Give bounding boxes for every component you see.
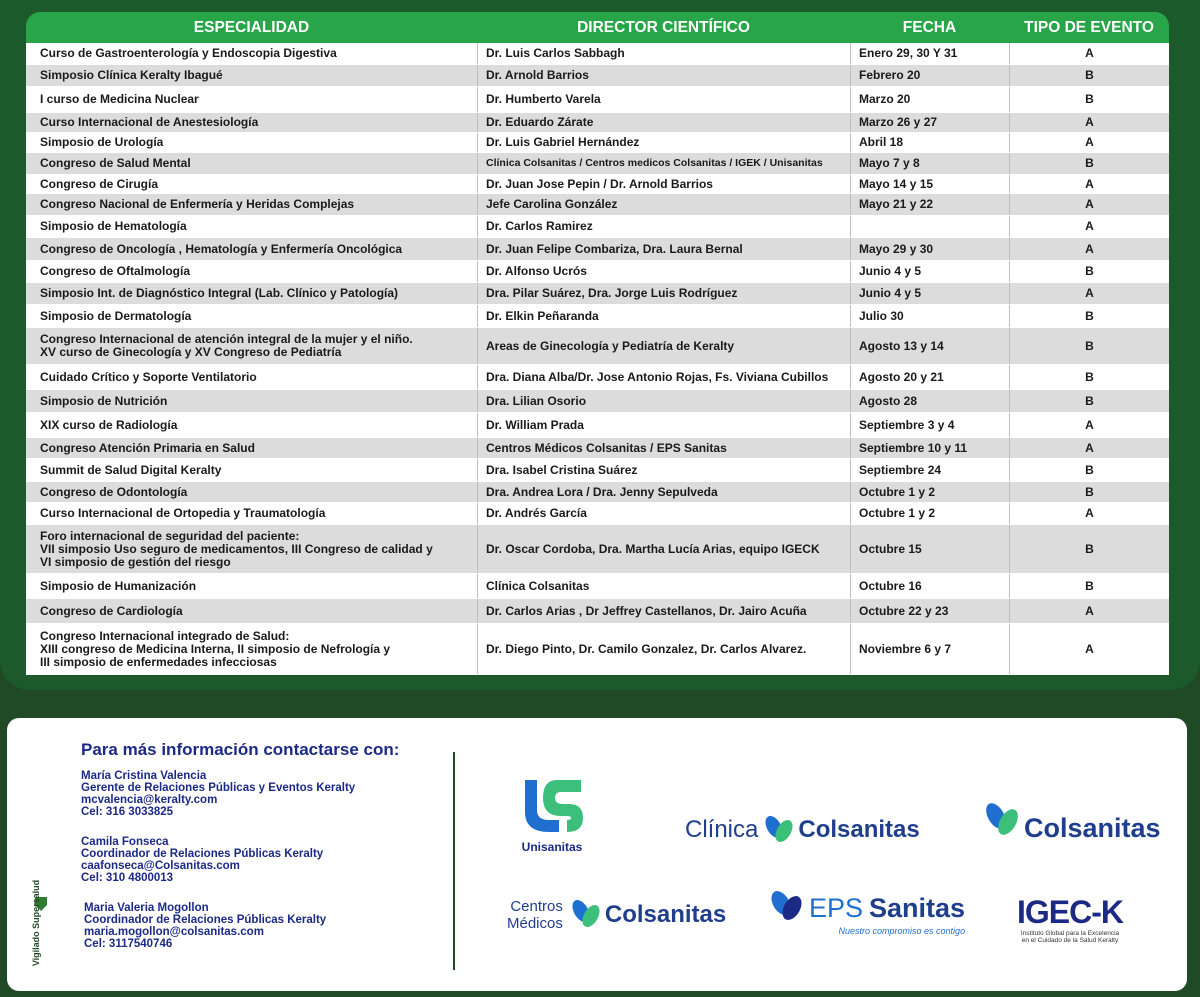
cell-especialidad: Congreso Atención Primaria en Salud [40,440,255,455]
cell-tipo: B [1009,261,1169,282]
colsanitas-leaf-icon [569,896,603,934]
sanitas-label: Sanitas [869,892,966,923]
cell-director: Dr. Arnold Barrios [477,65,850,86]
cell-tipo: B [1009,525,1169,573]
cell-especialidad: Foro internacional de seguridad del paciente: VII simposio Uso seguro de medicamentos, III Congreso de calidad y VI simposio de gestión del riesgo [40,528,433,569]
contact-person [81,770,399,818]
cell-tipo: A [1009,133,1169,152]
cell-director: Dra. Andrea Lora / Dra. Jenny Sepulveda [477,482,850,502]
cell-especialidad: Congreso de Oftalmología [40,264,191,278]
cell-director: Dr. Humberto Varela [477,87,850,112]
cell-especialidad: Congreso de Cirugía [40,176,159,191]
colsanitas-leaf-icon [762,813,796,847]
colsanitas-label: Colsanitas [798,816,920,843]
cell-director: Centros Médicos Colsanitas / EPS Sanitas [477,438,850,458]
centros-medicos-label [507,898,563,932]
cell-especialidad: Simposio de Hematología [40,219,187,233]
cell-especialidad: Simposio de Nutrición [40,393,168,408]
cell-especialidad: Summit de Salud Digital Keralty [40,462,222,477]
table-row [26,43,1169,65]
cell-fecha: Agosto 20 y 21 [850,365,1009,389]
cell-especialidad: Curso Internacional de Ortopedia y Traumatología [40,506,326,520]
cell-especialidad: Congreso Internacional integrado de Salud: XIII congreso de Medicina Interna, II simposio de Nefrología y III simposio de enfermedades infecciosas [40,628,391,669]
cell-especialidad: Simposio de Humanización [40,578,197,593]
eps-label: EPS [809,892,864,923]
clinica-colsanitas-logo [685,813,920,847]
table-row [26,194,1169,216]
cell-especialidad: Congreso de Salud Mental [40,156,191,170]
cell-especialidad: XIX curso de Radiología [40,417,178,432]
table-row [26,113,1169,133]
table-row [26,261,1169,283]
cell-especialidad: Simposio Clínica Keralty Ibagué [40,68,223,82]
table-row [26,390,1169,413]
cell-fecha: Octubre 22 y 23 [850,599,1009,623]
header-tipo: TIPO DE EVENTO [1024,18,1154,36]
cell-tipo: A [1009,113,1169,132]
table-header [26,12,1169,43]
header-fecha: FECHA [902,18,957,36]
person-email[interactable]: maria.mogollon@colsanitas.com [84,926,264,938]
cell-director: Dr. Luis Carlos Sabbagh [477,43,850,64]
cell-especialidad: Congreso Internacional de atención integral de la mujer y el niño. XV curso de Ginecología y XV Congreso de Pediatría [40,332,413,359]
cell-fecha: Abril 18 [850,133,1009,152]
cell-tipo: A [1009,599,1169,623]
cell-tipo: B [1009,87,1169,112]
person-name: María Cristina Valencia [81,770,207,782]
cell-fecha: Marzo 26 y 27 [850,113,1009,132]
cell-director: Dr. Juan Jose Pepin / Dr. Arnold Barrios [477,175,850,193]
cell-fecha: Octubre 1 y 2 [850,482,1009,502]
cell-tipo: B [1009,328,1169,364]
cell-fecha: Mayo 14 y 15 [850,175,1009,193]
cell-fecha: Febrero 20 [850,65,1009,86]
person-phone: Cel: 3117540746 [84,938,173,950]
table-row [26,216,1169,238]
cell-director: Dr. Andrés García [477,503,850,524]
cell-especialidad: Simposio Int. de Diagnóstico Integral (Lab. Clínico y Patología) [40,286,399,300]
cell-director: Dra. Lilian Osorio [477,390,850,412]
table-row [26,482,1169,503]
cell-tipo: A [1009,175,1169,193]
cell-fecha: Octubre 15 [850,525,1009,573]
cell-especialidad: I curso de Medicina Nuclear [40,92,199,106]
cell-fecha: Junio 4 y 5 [850,283,1009,304]
cell-director: Dr. Eduardo Zárate [477,113,850,132]
cell-director: Dra. Pilar Suárez, Dra. Jorge Luis Rodríguez [477,283,850,304]
cell-director: Dr. Elkin Peñaranda [477,305,850,327]
cell-fecha: Marzo 20 [850,87,1009,112]
cell-tipo: A [1009,194,1169,215]
cell-director: Dr. Diego Pinto, Dr. Camilo Gonzalez, Dr. Carlos Alvarez. [477,624,850,674]
centros-label: Centros [510,898,563,915]
table-row [26,438,1169,459]
table-row [26,503,1169,525]
cell-director: Areas de Ginecología y Pediatría de Keralty [477,328,850,364]
contact-person [84,902,399,950]
person-name: Camila Fonseca [81,836,169,848]
cell-director: Dra. Diana Alba/Dr. Jose Antonio Rojas, Fs. Viviana Cubillos [477,365,850,389]
person-phone: Cel: 316 3033825 [81,806,174,818]
table-row [26,328,1169,365]
table-row [26,525,1169,574]
igeck-sub-line: en el Cuidado de la Salud Keralty [1021,937,1119,944]
unisanitas-logo [519,776,585,854]
table-row [26,175,1169,194]
cell-director: Dr. Luis Gabriel Hernández [477,133,850,152]
cell-director: Dr. Carlos Ramirez [477,216,850,237]
cell-director: Dr. Carlos Arias , Dr Jeffrey Castellanos, Dr. Jairo Acuña [477,599,850,623]
cell-director: Dr. Oscar Cordoba, Dra. Martha Lucía Arias, equipo IGECK [477,525,850,573]
table-row [26,574,1169,599]
eps-tagline: Nuestro compromiso es contigo [838,926,966,936]
header-especialidad: ESPECIALIDAD [193,18,310,36]
cell-tipo: A [1009,503,1169,524]
cell-tipo: B [1009,65,1169,86]
cell-fecha [850,216,1009,237]
cell-tipo: A [1009,283,1169,304]
person-email[interactable]: mcvalencia@keralty.com [81,794,218,806]
table-row [26,87,1169,113]
cell-fecha: Agosto 28 [850,390,1009,412]
person-role: Gerente de Relaciones Públicas y Eventos Keralty [81,782,356,794]
table-row [26,238,1169,261]
cell-fecha: Enero 29, 30 Y 31 [850,43,1009,64]
table-row [26,365,1169,390]
cell-tipo: A [1009,438,1169,458]
cell-fecha: Julio 30 [850,305,1009,327]
cell-fecha: Septiembre 3 y 4 [850,413,1009,437]
cell-especialidad: Curso de Gastroenterología y Endoscopia Digestiva [40,46,337,60]
cell-especialidad: Simposio de Urología [40,135,164,149]
contact-panel [7,718,1187,991]
cell-fecha: Agosto 13 y 14 [850,328,1009,364]
centros-medicos-logo [507,896,726,934]
cell-tipo: A [1009,238,1169,260]
igeck-sub-line: Instituto Global para la Excelencia [1020,930,1120,937]
cell-fecha: Octubre 16 [850,574,1009,598]
cell-fecha: Octubre 1 y 2 [850,503,1009,524]
table-row [26,305,1169,328]
cell-director: Dra. Isabel Cristina Suárez [477,459,850,481]
cell-fecha: Mayo 29 y 30 [850,238,1009,260]
cell-tipo: A [1009,413,1169,437]
table-row [26,283,1169,305]
table-row [26,133,1169,153]
cell-fecha: Septiembre 24 [850,459,1009,481]
cell-tipo: B [1009,365,1169,389]
igeck-logo [1017,896,1123,944]
cell-especialidad: Congreso de Odontología [40,484,188,499]
cell-director: Dr. Juan Felipe Combariza, Dra. Laura Bernal [477,238,850,260]
eps-leaf-icon [767,888,807,928]
cell-fecha: Junio 4 y 5 [850,261,1009,282]
cell-tipo: A [1009,624,1169,674]
cell-fecha: Septiembre 10 y 11 [850,438,1009,458]
cell-fecha: Mayo 21 y 22 [850,194,1009,215]
cell-director: Dr. William Prada [477,413,850,437]
cell-especialidad: Cuidado Crítico y Soporte Ventilatorio [40,369,257,384]
person-phone: Cel: 310 4800013 [81,872,174,884]
table-row [26,65,1169,87]
cell-tipo: B [1009,153,1169,174]
cell-tipo: B [1009,574,1169,598]
colsanitas-logo [982,800,1161,844]
cell-especialidad: Curso Internacional de Anestesiología [40,115,259,129]
person-email[interactable]: caafonseca@Colsanitas.com [81,860,240,872]
table-body [26,43,1169,675]
events-table [26,12,1169,675]
cell-tipo: B [1009,459,1169,481]
header-director: DIRECTOR CIENTÍFICO [577,18,750,36]
clinica-label: Clínica [685,816,759,843]
colsanitas-label: Colsanitas [604,901,727,928]
cell-tipo: B [1009,482,1169,502]
contact-person [81,836,399,884]
cell-tipo: B [1009,305,1169,327]
cell-director: Clínica Colsanitas [477,574,850,598]
cell-tipo: B [1009,390,1169,412]
igeck-label: IGEC-K [1017,894,1123,930]
eps-sanitas-logo [767,888,965,936]
cell-especialidad: Simposio de Dermatología [40,308,192,323]
unisanitas-mark-icon [519,776,585,838]
person-name: Maria Valeria Mogollon [84,902,209,914]
vertical-divider [453,752,455,970]
igeck-subtitle [1021,930,1119,944]
unisanitas-label: Unisanitas [521,840,583,854]
cell-especialidad: Congreso de Oncología , Hematología y Enfermería Oncológica [40,241,403,256]
cell-fecha: Mayo 7 y 8 [850,153,1009,174]
cell-director: Jefe Carolina González [477,194,850,215]
cell-tipo: A [1009,216,1169,237]
table-row [26,459,1169,482]
cell-director: Clínica Colsanitas / Centros medicos Colsanitas / IGEK / Unisanitas [477,153,850,174]
table-row [26,153,1169,175]
person-role: Coordinador de Relaciones Públicas Keralty [81,848,324,860]
table-row [26,599,1169,624]
contact-title: Para más información contactarse con: [81,740,400,759]
cell-director: Dr. Alfonso Ucrós [477,261,850,282]
medicos-label: Médicos [507,915,563,932]
person-role: Coordinador de Relaciones Públicas Keralty [84,914,327,926]
cell-especialidad: Congreso de Cardiología [40,603,183,618]
vigilado-label: Vigilado Supersalud [31,879,42,967]
cell-tipo: A [1009,43,1169,64]
table-row [26,624,1169,675]
colsanitas-label: Colsanitas [1024,812,1161,843]
cell-fecha: Noviembre 6 y 7 [850,624,1009,674]
contact-info [81,740,399,968]
table-row [26,413,1169,438]
supersalud-seal [21,868,61,978]
colsanitas-leaf-icon [982,800,1022,844]
cell-especialidad: Congreso Nacional de Enfermería y Heridas Complejas [40,197,355,211]
